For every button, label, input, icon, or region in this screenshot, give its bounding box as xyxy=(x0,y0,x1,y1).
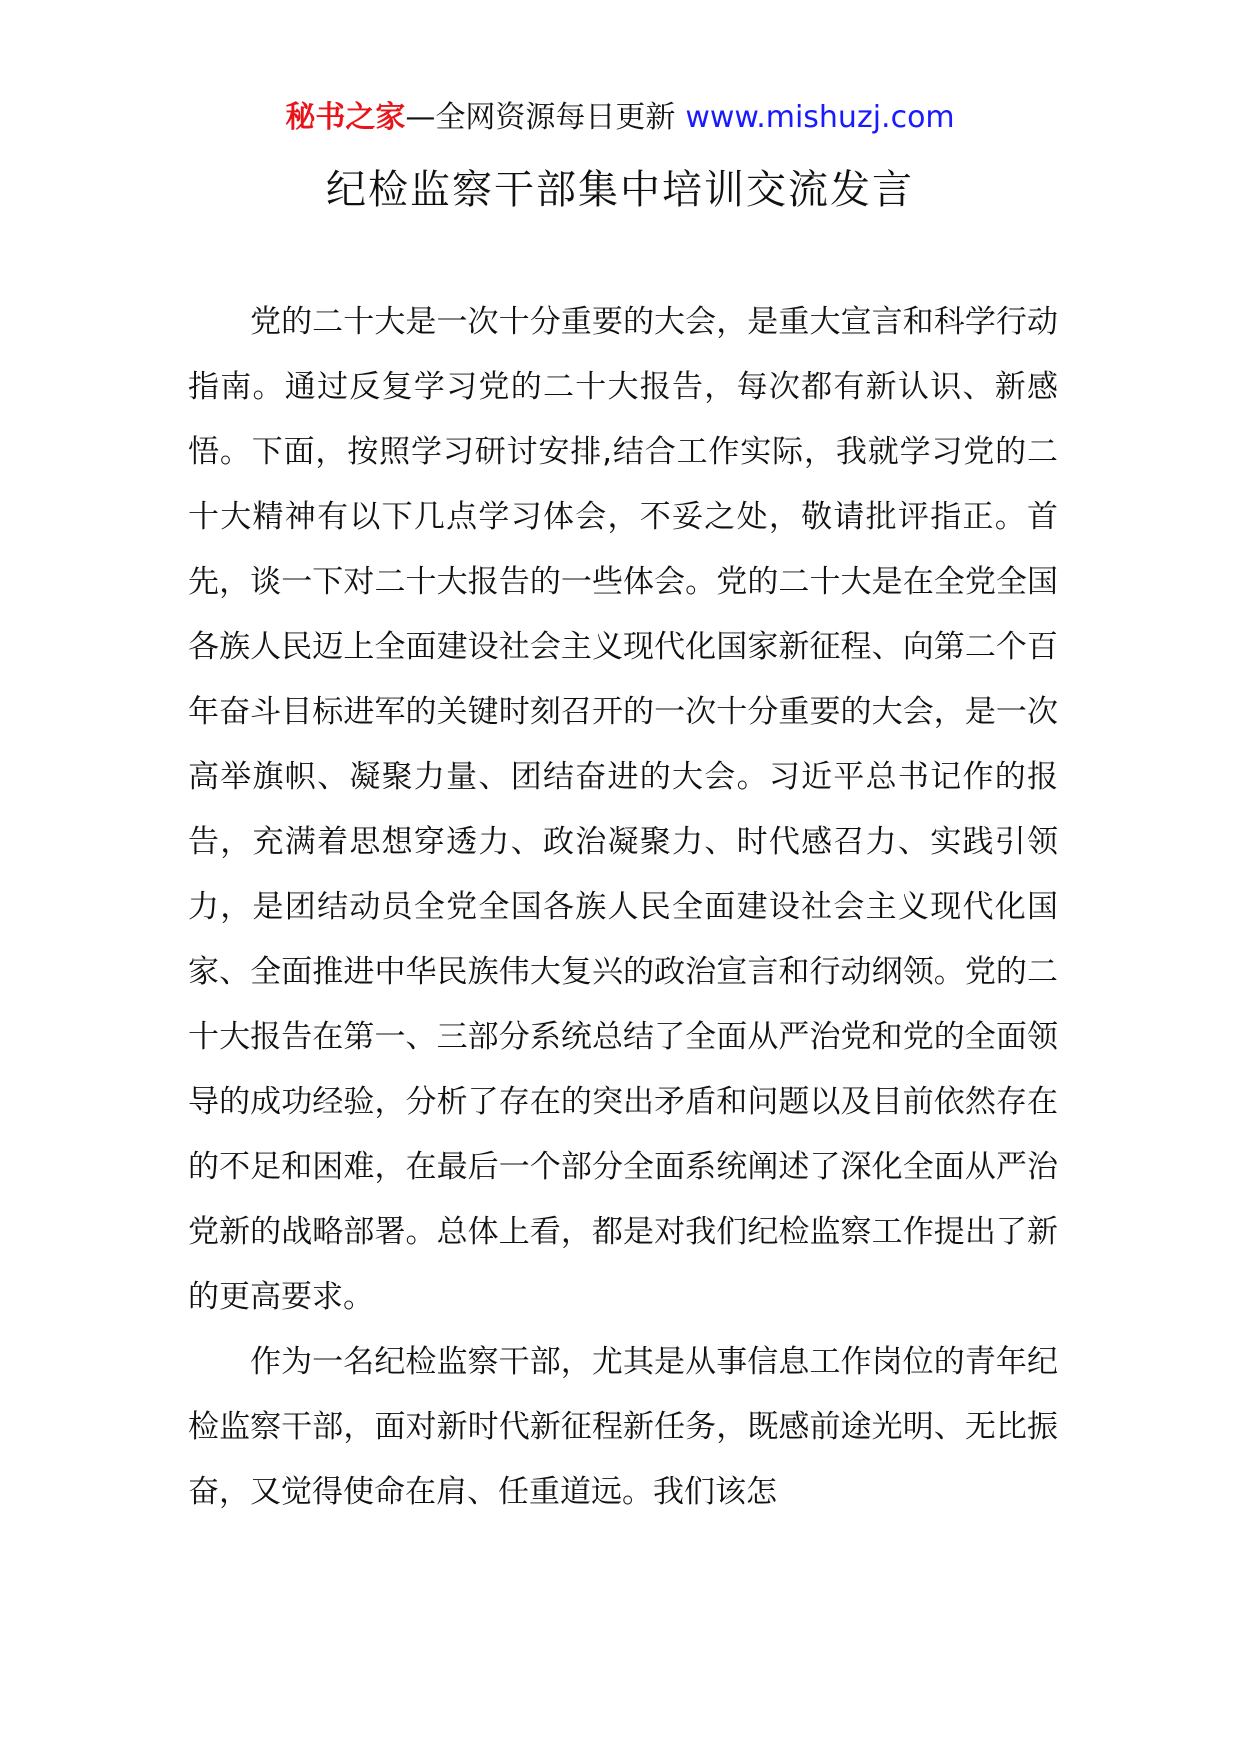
site-tagline: —全网资源每日更新 xyxy=(405,100,676,135)
document-title: 纪检监察干部集中培训交流发言 xyxy=(326,167,914,213)
site-url-link[interactable]: www.mishuzj.com xyxy=(685,100,955,135)
site-brand: 秘书之家 xyxy=(285,100,406,135)
site-header xyxy=(0,98,1240,138)
paragraph-2: 作为一名纪检监察干部，尤其是从事信息工作岗位的青年纪检监察干部，面对新时代新征程新任务，既感前途光明、无比振奋，又觉得使命在肩、任重道远。我们该怎 xyxy=(188,1344,1058,1510)
paragraph-1: 党的二十大是一次十分重要的大会，是重大宣言和科学行动指南。通过反复学习党的二十大报告，每次都有新认识、新感悟。下面，按照学习研讨安排,结合工作实际，我就学习党的二十大精神有以下几点学习体会，不妥之处，敬请批评指正。首先，谈一下对二十大报告的一些体会。党的二十大是在全党全国各族人民迈上全面建设社会主义现代化国家新征程、向第二个百年奋斗目标进军的关键时刻召开的一次十分重要的大会，是一次高举旗帜、凝聚力量、团结奋进的大会。习近平总书记作的报告，充满着思想穿透力、政治凝聚力、时代感召力、实践引领力，是团结动员全党全国各族人民全面建设社会主义现代化国家、全面推进中华民族伟大复兴的政治宣言和行动纲领。党的二十大报告在第一、三部分系统总结了全面从严治党和党的全面领导的成功经验，分析了存在的突出矛盾和问题以及目前依然存在的不足和困难，在最后一个部分全面系统阐述了深化全面从严治党新的战略部署。总体上看，都是对我们纪检监察工作提出了新的更高要求。 xyxy=(188,304,1058,1315)
document-body xyxy=(188,290,1058,1525)
